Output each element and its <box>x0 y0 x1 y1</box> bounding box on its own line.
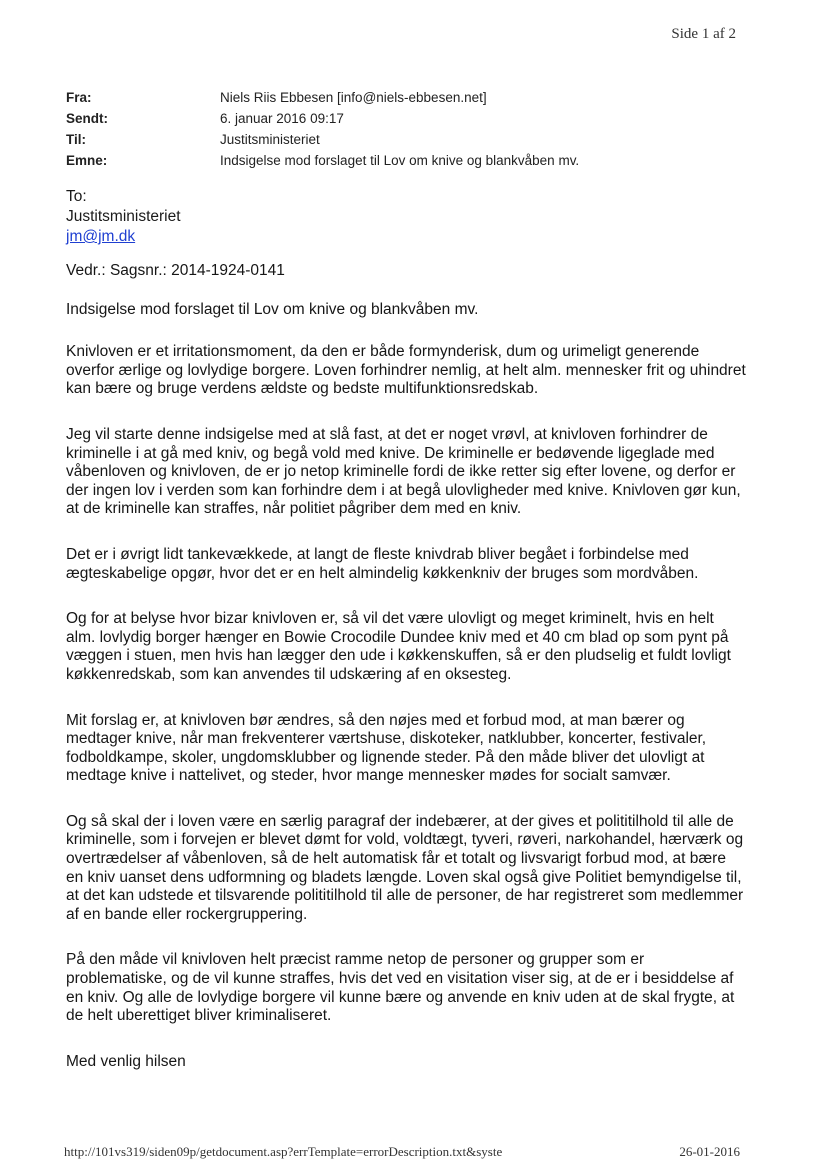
footer-url: http://101vs319/siden09p/getdocument.asp?errTemplate=errorDescription.txt&syste <box>64 1144 503 1159</box>
paragraph: Det er i øvrigt lidt tankevækkede, at langt de fleste knivdrab bliver begået i forbindelse med ægteskabelige opgør, hvor det er en helt almindelig køkkenkniv der bruges som mordvåben. <box>66 545 699 582</box>
paragraph: Og så skal der i loven være en særlig paragraf der indebærer, at der gives et polititilhold til alle de kriminelle, som i forvejen er blevet dømt for vold, voldtægt, tyveri, røveri, narkohandel, hærværk og overtrædelser af våbenloven, så de helt automatisk får et totalt og livsvarigt forbud mod, at bære en kniv uanset dens udformning og bladets længde. Loven skal også give Politiet bemyndigelse til, at det kan udstede et tilsvarende polititilhold til alle de personer, de har registreret som medlemmer af en bande eller rockergruppering. <box>66 812 744 923</box>
subject-value: Indsigelse mod forslaget til Lov om knive og blankvåben mv. <box>220 153 580 168</box>
paragraph: Jeg vil starte denne indsigelse med at slå fast, at det er noget vrøvl, at knivloven forhindrer de kriminelle i at gå med kniv, og begå vold med knive. De kriminelle er bedøvende ligeglade med våbenloven og knivloven, de er jo netop kriminelle fordi de ikke retter sig efter lovene, og derfor er der ingen lov i verden som kan forhindre dem i at begå ulovligheder med knive. Knivloven gør kun, at de kriminelle kan straffes, når politiet pågriber dem med en kniv. <box>66 425 741 518</box>
to-value: Justitsministeriet <box>220 132 320 147</box>
closing: Med venlig hilsen <box>66 1052 186 1070</box>
subject-label: Emne: <box>66 153 108 168</box>
header-row-sent <box>66 108 766 129</box>
paragraph: Og for at belyse hvor bizar knivloven er, så vil det være ulovligt og meget kriminelt, hvis en helt alm. lovlydig borger hænger en Bowie Crocodile Dundee kniv med et 40 cm blad op som pynt på væggen i stuen, men hvis han lægger den ude i køkkenskuffen, så er den pludselig et fuldt lovligt køkkenredskab, som kan anvendes til udskæring af en oksesteg. <box>66 610 731 683</box>
subject-line: Indsigelse mod forslaget til Lov om knive og blankvåben mv. <box>66 300 479 318</box>
from-label: Fra: <box>66 90 92 105</box>
recipient-to-label: To: <box>66 188 87 205</box>
header-row-subject <box>66 150 766 171</box>
case-reference: Vedr.: Sagsnr.: 2014-1924-0141 <box>66 262 285 279</box>
page-footer <box>64 1144 740 1160</box>
page-number: Side 1 af 2 <box>671 26 736 42</box>
recipient-block <box>66 187 181 247</box>
sent-label: Sendt: <box>66 111 108 126</box>
to-label: Til: <box>66 132 86 147</box>
from-value: Niels Riis Ebbesen [info@niels-ebbesen.net] <box>220 90 487 105</box>
sent-value: 6. januar 2016 09:17 <box>220 111 344 126</box>
paragraph: På den måde vil knivloven helt præcist ramme netop de personer og grupper som er problematiske, og de vil kunne straffes, hvis det ved en visitation viser sig, at de er i besiddelse af en kniv. Og alle de lovlydige borgere vil kunne bære og anvende en kniv uden at de skal frygte, at de helt uberettiget bliver kriminaliseret. <box>66 951 735 1025</box>
footer-date: 26-01-2016 <box>679 1144 740 1159</box>
email-header <box>66 87 766 171</box>
recipient-email-link[interactable]: jm@jm.dk <box>66 228 136 245</box>
header-row-to <box>66 129 766 150</box>
letter-body <box>66 262 746 1098</box>
header-row-from <box>66 87 766 108</box>
paragraph: Mit forslag er, at knivloven bør ændres, så den nøjes med et forbud mod, at man bærer og medtager knive, når man frekventerer værtshuse, diskoteker, natklubber, koncerter, festivaler, fodboldkampe, skoler, ungdomsklubber og lignende steder. På den måde bliver det ulovligt at medtage knive i nattelivet, og steder, hvor mange mennesker mødes for socialt samvær. <box>66 711 707 785</box>
paragraph: Knivloven er et irritationsmoment, da den er både formynderisk, dum og urimeligt generende overfor ærlige og lovlydige borgere. Loven forhindrer nemlig, at helt alm. mennesker frit og uhindret kan bære og bruge verdens ældste og bedste multifunktionsredskab. <box>66 343 746 398</box>
recipient-name: Justitsministeriet <box>66 208 181 225</box>
